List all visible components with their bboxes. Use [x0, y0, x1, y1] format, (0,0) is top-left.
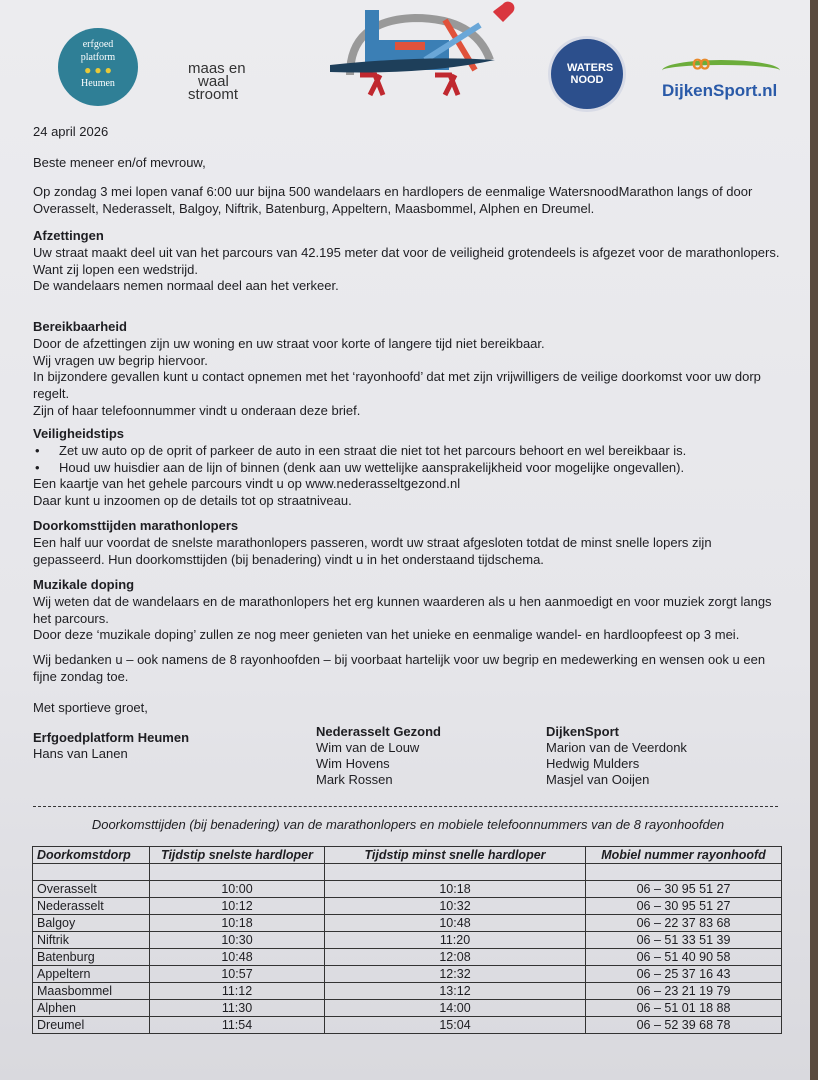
table-cell: 06 – 30 95 51 27: [586, 881, 782, 898]
table-cell: 10:57: [150, 966, 325, 983]
section-heading: Muzikale doping: [33, 577, 135, 592]
letter-date: 24 april 2026: [33, 124, 109, 139]
table-cell: 11:54: [150, 1017, 325, 1034]
table-cell: 06 – 51 33 51 39: [586, 932, 782, 949]
table-row: [33, 915, 782, 932]
section-heading: Doorkomsttijden marathonlopers: [33, 518, 239, 533]
signature-nederasselt-gezond: Nederasselt Gezond Wim van de Louw Wim Hovens Mark Rossen: [316, 724, 441, 787]
table-row: [33, 898, 782, 915]
table-cell: Appeltern: [33, 966, 150, 983]
divider: [33, 806, 778, 807]
table-cell: 13:12: [325, 983, 586, 1000]
table-row: [33, 881, 782, 898]
table-cell: Maasbommel: [33, 983, 150, 1000]
section-heading: Bereikbaarheid: [33, 319, 127, 334]
table-cell: 10:48: [150, 949, 325, 966]
table-cell: 10:32: [325, 898, 586, 915]
table-cell: 14:00: [325, 1000, 586, 1017]
table-cell: Balgoy: [33, 915, 150, 932]
table-cell: 10:18: [325, 881, 586, 898]
watersnood-marathon-logo: [325, 0, 525, 105]
table-cell: Niftrik: [33, 932, 150, 949]
watersnood-logo: WATERS NOOD: [548, 36, 626, 112]
table-cell: 10:30: [150, 932, 325, 949]
table-spacer-row: [33, 864, 782, 881]
table-cell: 11:12: [150, 983, 325, 1000]
section-bereikbaarheid: Bereikbaarheid Door de afzettingen zijn uw woning en uw straat voor korte of langere tijd niet bereikbaar. Wij vragen uw begrip hiervoor. In bijzondere gevallen kunt u contact opnemen met het ‘rayonhoofd’ dat met zijn vrijwilligers de veilige doorkomst voor uw dorp regelt. Zijn of haar telefoonnummer vindt u onderaan deze brief.: [33, 319, 783, 420]
section-muzikale-doping: Muzikale doping Wij weten dat de wandelaars en de marathonlopers het erg kunnen waarderen als u hen aanmoedigt en voor muziek zorgt langs het parcours. Door deze ‘muzikale doping’ zullen ze nog meer genieten van het unieke en eenmalige wandel- en hardloopfeest op 3 mei.: [33, 577, 783, 644]
table-caption: Doorkomsttijden (bij benadering) van de marathonlopers en mobiele telefoonnummers van de 8 rayonhoofden: [91, 817, 725, 832]
parcours-link[interactable]: www.nederasseltgezond.nl: [305, 476, 461, 492]
table-cell: 10:00: [150, 881, 325, 898]
tip-item: • Zet uw auto op de oprit of parkeer de auto in een straat die niet tot het parcours behoort en wel bereikbaar is.: [33, 443, 783, 460]
table-cell: 06 – 30 95 51 27: [586, 898, 782, 915]
table-row: [33, 1000, 782, 1017]
thanks-paragraph: Wij bedanken u – ook namens de 8 rayonhoofden – bij voorbaat hartelijk voor uw begrip en medewerking en wensen ook u een fijne zondag toe.: [33, 652, 766, 684]
signature-erfgoedplatform: Erfgoedplatform Heumen Hans van Lanen: [33, 730, 190, 761]
signature-dijkensport: DijkenSport Marion van de Veerdonk Hedwig Mulders Masjel van Ooijen: [546, 724, 687, 787]
table-cell: 06 – 51 40 90 58: [586, 949, 782, 966]
schedule-table: [32, 846, 782, 1034]
table-row: [33, 966, 782, 983]
intro-paragraph: Op zondag 3 mei lopen vanaf 6:00 uur bijna 500 wandelaars en hardlopers de eenmalige WatersnoodMarathon langs of door Overasselt, Nederasselt, Balgoy, Niftrik, Batenburg, Appeltern, Maasbommel, Alphen en Dreumel.: [33, 184, 753, 216]
table-edge: [810, 0, 818, 1080]
table-cell: Alphen: [33, 1000, 150, 1017]
table-cell: 06 – 51 01 18 88: [586, 1000, 782, 1017]
section-veiligheidstips: Veiligheidstips • Zet uw auto op de oprit of parkeer de auto in een straat die niet tot het parcours behoort en wel bereikbaar is. • Houd uw huisdier aan de lijn of binnen (denk aan uw wettelijke aansprakelijkheid voor mogelijke ongevallen). Een kaartje van het gehele parcours vindt u op www.nederasseltgezond.nl Daar kunt u inzoomen op de details tot op straatniveau.: [33, 426, 783, 510]
table-cell: 06 – 23 21 19 79: [586, 983, 782, 1000]
table-cell: Dreumel: [33, 1017, 150, 1034]
table-cell: 12:32: [325, 966, 586, 983]
table-cell: 11:20: [325, 932, 586, 949]
table-cell: 06 – 22 37 83 68: [586, 915, 782, 932]
maas-en-waal-logo: maas en waal stroomt: [188, 60, 246, 103]
tip-item: • Houd uw huisdier aan de lijn of binnen (denk aan uw wettelijke aansprakelijkheid voor mogelijke ongevallen).: [33, 460, 783, 477]
table-cell: 06 – 25 37 16 43: [586, 966, 782, 983]
table-cell: 10:18: [150, 915, 325, 932]
table-cell: 15:04: [325, 1017, 586, 1034]
section-doorkomsttijden: Doorkomsttijden marathonlopers Een half uur voordat de snelste marathonlopers passeren, wordt uw straat afgesloten totdat de minst snelle lopers zijn gepasseerd. Hun doorkomsttijden (bij benadering) vindt u in het onderstaand tijdschema.: [33, 518, 783, 568]
table-header-row: Doorkomstdorp Tijdstip snelste hardloper Tijdstip minst snelle hardloper Mobiel nummer rayonhoofd: [33, 847, 782, 864]
greeting: Beste meneer en/of mevrouw,: [33, 155, 206, 170]
table-row: [33, 932, 782, 949]
table-cell: Batenburg: [33, 949, 150, 966]
table-cell: 12:08: [325, 949, 586, 966]
section-heading: Afzettingen: [33, 228, 104, 243]
erfgoed-platform-logo: erfgoed platform ● ● ● Heumen: [58, 28, 138, 106]
table-row: [33, 983, 782, 1000]
table-cell: Nederasselt: [33, 898, 150, 915]
table-row: [33, 1017, 782, 1034]
closing: Met sportieve groet,: [33, 700, 148, 715]
table-cell: Overasselt: [33, 881, 150, 898]
dijkensport-logo: ꝏ DijkenSport.nl: [662, 60, 780, 101]
section-afzettingen: Afzettingen Uw straat maakt deel uit van het parcours van 42.195 meter dat voor de veiligheid grotendeels is afgezet voor de marathonlopers. Want zij lopen een wedstrijd. De wandelaars nemen normaal deel aan het verkeer.: [33, 228, 783, 295]
section-heading: Veiligheidstips: [33, 426, 125, 441]
table-cell: 10:12: [150, 898, 325, 915]
table-row: [33, 949, 782, 966]
table-cell: 06 – 52 39 68 78: [586, 1017, 782, 1034]
table-cell: 11:30: [150, 1000, 325, 1017]
table-cell: 10:48: [325, 915, 586, 932]
